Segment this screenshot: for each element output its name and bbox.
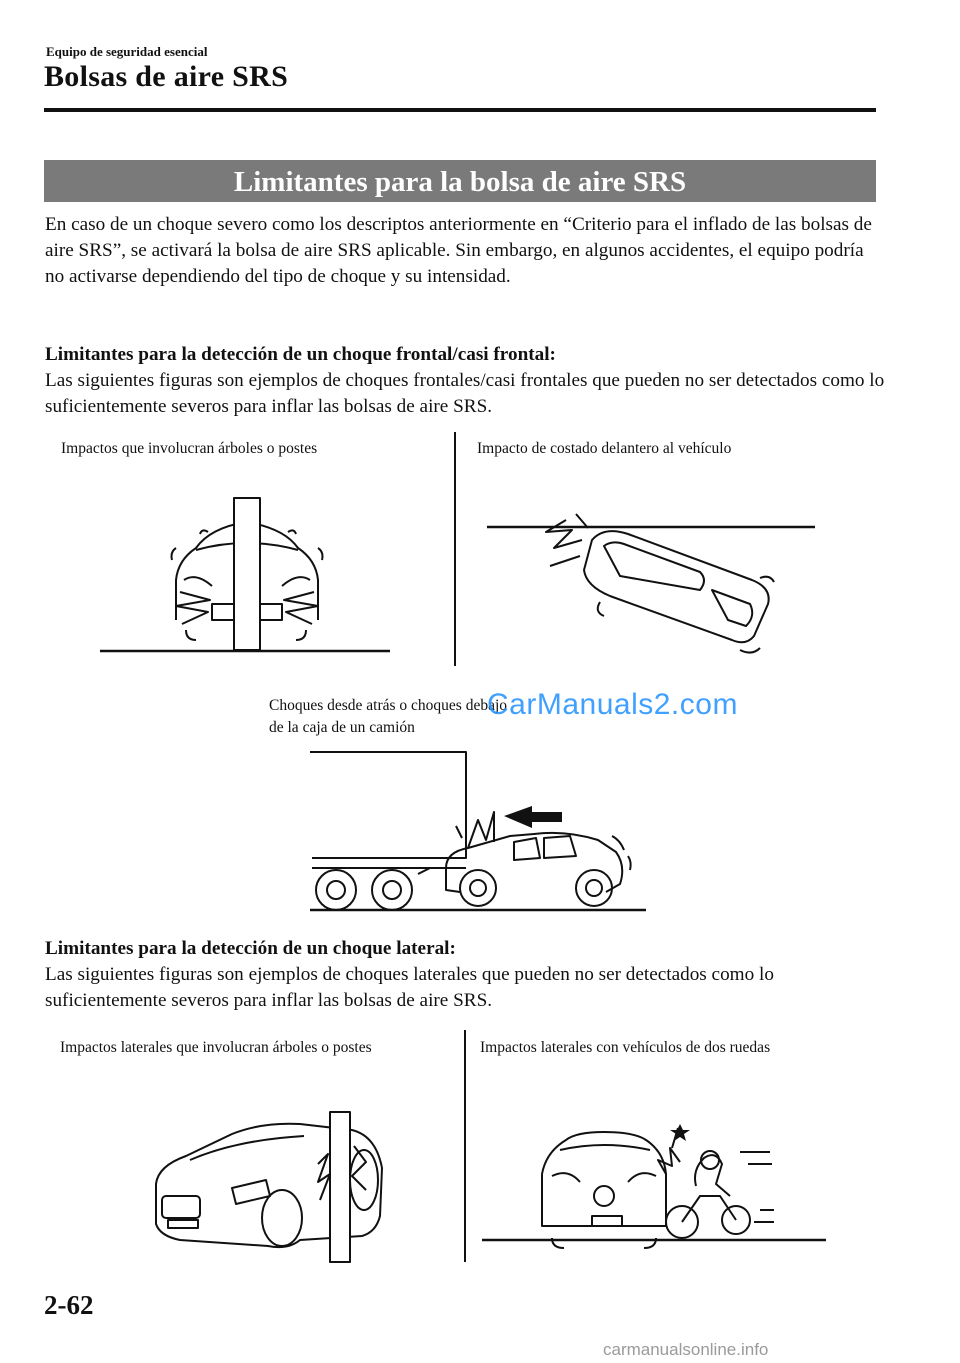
- lateral-body: Las siguientes figuras son ejemplos de choques laterales que pueden no ser detectados como lo suficientemente severos para inflar las bolsas de aire SRS.: [45, 964, 774, 1011]
- watermark: CarManuals2.com: [487, 688, 738, 721]
- page-title: Bolsas de aire SRS: [44, 60, 289, 93]
- caption-two-wheeler: Impactos laterales con vehículos de dos ruedas: [480, 1039, 771, 1056]
- page-number: 2-62: [44, 1290, 94, 1320]
- section-banner: Limitantes para la bolsa de aire SRS: [44, 160, 876, 202]
- section-label: Equipo de seguridad esencial: [46, 44, 208, 59]
- footer-watermark: carmanualsonline.info: [603, 1340, 769, 1359]
- caption-pole-frontal: Impactos que involucran árboles o postes: [61, 440, 318, 457]
- lateral-heading: Limitantes para la detección de un choque lateral:: [45, 938, 456, 959]
- intro-paragraph: En caso de un choque severo como los descriptos anteriormente en “Criterio para el inflado de las bolsas de aire SRS”, se activará la bolsa de aire SRS aplicable. Sin embargo, en algunos accidentes, el equipo podría no activarse dependiendo del tipo de choque y su intensidad.: [45, 214, 872, 287]
- caption-pole-lateral: Impactos laterales que involucran árboles o postes: [60, 1039, 372, 1056]
- frontal-body: Las siguientes figuras son ejemplos de choques frontales/casi frontales que pueden no ser detectados como lo suficientemente severos para inflar las bolsas de aire SRS.: [45, 370, 885, 417]
- caption-side-front: Impacto de costado delantero al vehículo: [477, 440, 732, 457]
- caption-truck-underride: Choques desde atrás o choques debajo de la caja de un camión: [269, 697, 508, 736]
- frontal-heading: Limitantes para la detección de un choque frontal/casi frontal:: [45, 344, 556, 365]
